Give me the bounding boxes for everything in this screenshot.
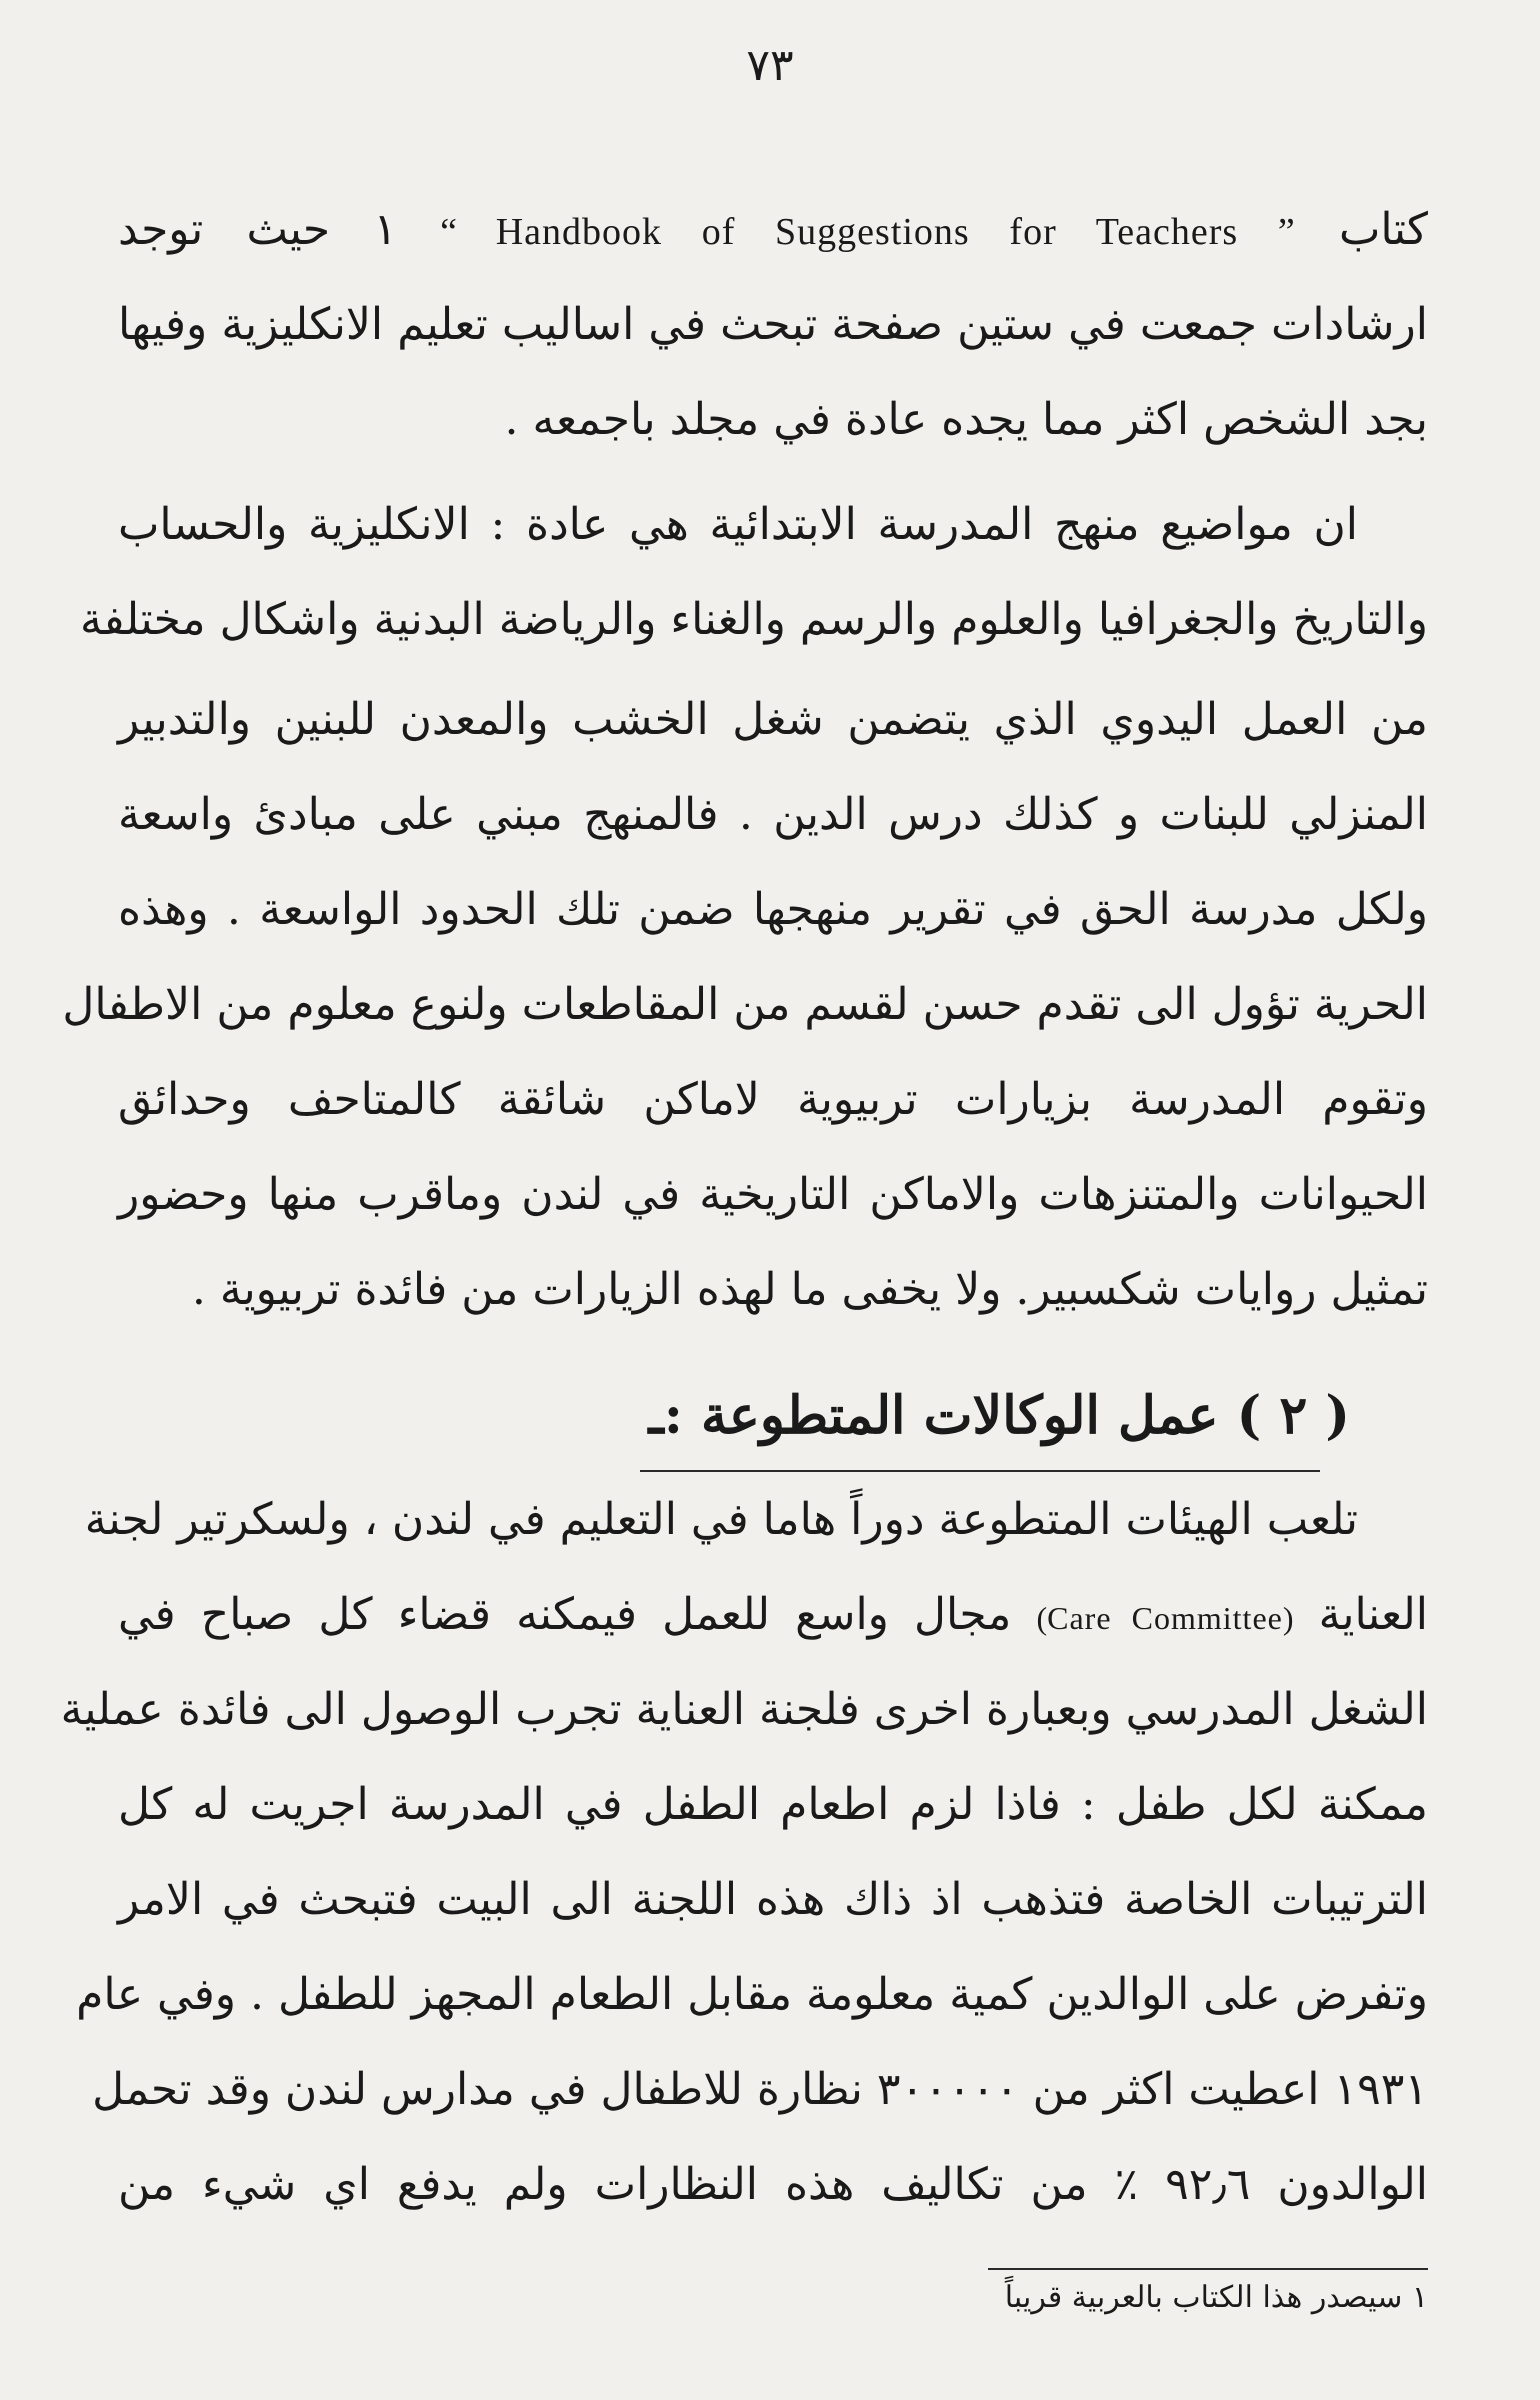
text-line: الحرية تؤول الى تقدم حسن لقسم من المقاطعات ولنوع معلوم من الاطفال bbox=[62, 979, 1428, 1030]
text-line: الشغل المدرسي وبعبارة اخرى فلجنة العناية تجرب الوصول الى فائدة عملية bbox=[60, 1684, 1428, 1735]
page-number: ٧٣ bbox=[746, 40, 794, 91]
text-line: وتقوم المدرسة بزيارات تربيوية لاماكن شائقة كالمتاحف وحدائق bbox=[118, 1074, 1428, 1125]
text-line: ١٩٣١ اعطيت اكثر من ٣٠٠٠٠٠ نظارة للاطفال في مدارس لندن وقد تحمل bbox=[92, 2064, 1428, 2115]
text-line: ارشادات جمعت في ستين صفحة تبحث في اساليب تعليم الانكليزية وفيها bbox=[118, 299, 1428, 350]
english-book-title: “ Handbook of Suggestions for Teachers ” bbox=[440, 211, 1296, 253]
text-segment: العناية bbox=[1318, 1589, 1428, 1640]
footnote: ١ سيصدر هذا الكتاب بالعربية قريباً bbox=[1004, 2280, 1428, 2315]
text-segment: كتاب bbox=[1338, 204, 1428, 255]
text-line: المنزلي للبنات و كذلك درس الدين . فالمنهج مبني على مبادئ واسعة bbox=[118, 789, 1428, 840]
section-heading: ( ٢ ) عمل الوكالات المتطوعة :ـ bbox=[648, 1385, 1350, 1446]
text-line bbox=[118, 1585, 1428, 1645]
text-line: الترتيبات الخاصة فتذهب اذ ذاك هذه اللجنة الى البيت فتبحث في الامر bbox=[118, 1874, 1428, 1925]
text-line: الحيوانات والمتنزهات والاماكن التاريخية في لندن وماقرب منها وحضور bbox=[118, 1169, 1428, 1220]
text-line: تمثيل روايات شكسبير. ولا يخفى ما لهذه الزيارات من فائدة تربيوية . bbox=[191, 1264, 1428, 1315]
text-line bbox=[118, 200, 1428, 260]
text-line: بجد الشخص اكثر مما يجده عادة في مجلد باجمعه . bbox=[504, 394, 1428, 445]
text-line: ولكل مدرسة الحق في تقرير منهجها ضمن تلك الحدود الواسعة . وهذه bbox=[118, 884, 1428, 935]
text-line: تلعب الهيئات المتطوعة دوراً هاما في التعليم في لندن ، ولسكرتير لجنة bbox=[84, 1494, 1358, 1545]
footnote-rule bbox=[988, 2268, 1428, 2270]
heading-underline bbox=[640, 1470, 1320, 1472]
text-segment: ١ حيث توجد bbox=[118, 204, 397, 255]
text-line: من العمل اليدوي الذي يتضمن شغل الخشب والمعدن للبنين والتدبير bbox=[118, 694, 1428, 745]
text-line: وتفرض على الوالدين كمية معلومة مقابل الطعام المجهز للطفل . وفي عام bbox=[76, 1969, 1428, 2020]
text-line: ممكنة لكل طفل : فاذا لزم اطعام الطفل في المدرسة اجريت له كل bbox=[118, 1779, 1428, 1830]
text-segment: مجال واسع للعمل فيمكنه قضاء كل صباح في bbox=[118, 1589, 1012, 1640]
english-term: (Care Committee) bbox=[1036, 1600, 1294, 1636]
text-line: والتاريخ والجغرافيا والعلوم والرسم والغناء والرياضة البدنية واشكال مختلفة bbox=[79, 594, 1428, 645]
text-line: ان مواضيع منهج المدرسة الابتدائية هي عادة : الانكليزية والحساب bbox=[118, 499, 1358, 550]
text-line: الوالدون ٩٢٫٦ ٪ من تكاليف هذه النظارات ولم يدفع اي شيء من bbox=[118, 2159, 1428, 2210]
